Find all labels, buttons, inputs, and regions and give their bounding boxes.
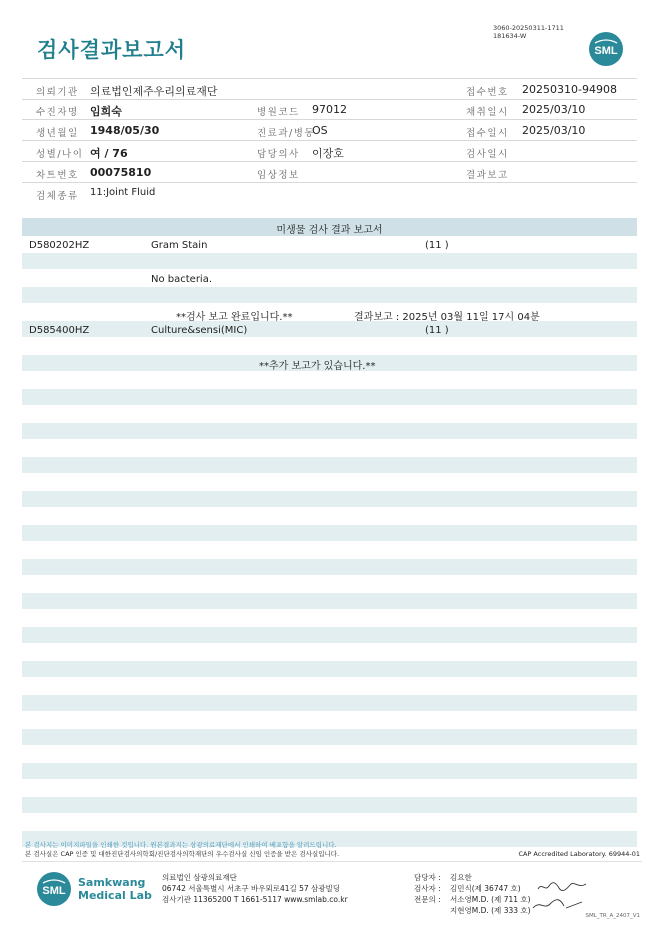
complete-message: **검사 보고 완료입니다.** — [176, 312, 293, 323]
info-row-birth — [22, 120, 637, 141]
document-id-line2: 181634-W — [493, 31, 527, 40]
name-label: 수진자명 — [36, 107, 79, 118]
tester-name: 김민식(제 36747 호) — [450, 884, 521, 893]
dept-value: OS — [312, 124, 328, 137]
birth-value: 1948/05/30 — [90, 124, 160, 137]
row-stripe — [22, 491, 637, 507]
footer-staff-values — [450, 872, 531, 916]
footer-org-info — [162, 872, 348, 905]
report-time: 결과보고 : 2025년 03월 11일 17시 04분 — [354, 312, 540, 323]
row-stripe — [22, 763, 637, 779]
row-stripe — [22, 457, 637, 473]
doctor-label: 담당의사 — [257, 149, 300, 160]
row-stripe — [22, 729, 637, 745]
hospital-code-label: 병원코드 — [257, 107, 300, 118]
receipt-date-value: 2025/03/10 — [522, 124, 586, 137]
chart-no-value: 00075810 — [90, 166, 152, 179]
chart-no-label: 차트번호 — [36, 170, 79, 181]
tester-label: 검사자 : — [414, 884, 441, 893]
row-stripe — [22, 389, 637, 405]
sml-footer-logo — [36, 871, 72, 907]
receipt-date-label: 접수일시 — [466, 128, 509, 139]
org-name: 의료법인 삼광의료재단 — [162, 873, 237, 882]
collection-date-value: 2025/03/10 — [522, 103, 586, 116]
row-stripe — [22, 559, 637, 575]
row-stripe — [22, 593, 637, 609]
test1-name: Gram Stain — [151, 240, 208, 251]
test2-name: Culture&sensi(MIC) — [151, 325, 248, 336]
test2-count: (11 ) — [425, 325, 449, 336]
sml-logo — [588, 31, 624, 67]
test2-code: D585400HZ — [29, 325, 90, 336]
specimen-label: 검체종류 — [36, 191, 79, 202]
hospital-code-value: 97012 — [312, 103, 347, 116]
row-stripe — [22, 321, 637, 337]
footer-staff-labels — [414, 872, 441, 905]
org-address: 06742 서울특별시 서초구 바우뫼로41길 57 삼광빌딩 — [162, 884, 341, 893]
specialist-signature — [530, 896, 585, 914]
result-section-title: 미생물 검사 결과 보고서 — [276, 225, 383, 236]
info-row-chart-no — [22, 162, 637, 183]
staff-label: 담당자 : — [414, 873, 441, 882]
sex-age-label: 성별/나이 — [36, 149, 84, 160]
tester-signature — [536, 880, 588, 894]
dept-label: 진료과/병동 — [257, 128, 316, 139]
sml-logo-text: SML — [594, 45, 618, 57]
info-row-specimen — [22, 183, 637, 203]
birth-label: 생년월일 — [36, 128, 79, 139]
doctor-value: 이장호 — [312, 147, 344, 160]
row-stripe — [22, 695, 637, 711]
org-contact: 검사기관 11365200 T 1661-5117 www.smlab.co.kr — [162, 895, 348, 904]
cap-accreditation: CAP Accredited Laboratory. 69944-01 — [518, 850, 640, 858]
row-stripe — [22, 525, 637, 541]
specialist1-name: 서소영M.D. (제 711 호) — [450, 895, 531, 904]
clinical-info-label: 임상정보 — [257, 170, 300, 181]
footer-divider — [22, 861, 642, 862]
result-report-label: 결과보고 — [466, 170, 509, 181]
staff-name: 김요한 — [450, 873, 472, 882]
info-row-name — [22, 99, 637, 120]
brand-name — [78, 876, 152, 902]
info-row-sex-age — [22, 141, 637, 162]
row-stripe — [22, 423, 637, 439]
specialist2-name: 지현영M.D. (제 333 호) — [450, 906, 531, 915]
sex-age-value: 여 / 76 — [90, 147, 128, 160]
notice-image-print: 본 검사지는 이미지파일을 인쇄한 것입니다. 원본결과지는 삼광의료재단에서 인쇄하여 배포함을 알려드립니다. — [25, 841, 337, 849]
test1-result: No bacteria. — [151, 274, 213, 285]
row-stripe — [22, 253, 637, 269]
receipt-no-label: 접수번호 — [466, 87, 509, 98]
brand-line1: Samkwang — [78, 876, 146, 889]
request-org-value: 의료법인제주우리의료재단 — [90, 85, 218, 98]
sml-footer-logo-text: SML — [42, 885, 66, 897]
row-stripe — [22, 627, 637, 643]
receipt-no-value: 20250310-94908 — [522, 83, 617, 96]
additional-report-message: **추가 보고가 있습니다.** — [259, 361, 376, 372]
test-date-label: 검사일시 — [466, 149, 509, 160]
brand-line2: Medical Lab — [78, 889, 152, 902]
info-row-request-org — [22, 78, 637, 100]
row-stripe — [22, 797, 637, 813]
test1-code: D580202HZ — [29, 240, 90, 251]
notice-certification: 본 검사실은 CAP 인증 및 대한진단검사의학회/진단검사의학재단의 우수검사실 신임 인증을 받은 검사실입니다. — [25, 850, 340, 858]
name-value: 임희숙 — [90, 105, 122, 118]
row-stripe — [22, 287, 637, 303]
document-id-line1: 3060-20250311-1711 — [493, 24, 564, 32]
specimen-value: 11:Joint Fluid — [90, 187, 156, 198]
page-title: 검사결과보고서 — [37, 38, 187, 62]
result-section-header — [22, 218, 637, 236]
form-number: SML_TR_A_2407_V1 — [585, 913, 640, 919]
request-org-label: 의뢰기관 — [36, 87, 79, 98]
test1-count: (11 ) — [425, 240, 449, 251]
document-id — [493, 25, 564, 40]
specialist-label: 전문의 : — [414, 895, 441, 904]
collection-date-label: 채취일시 — [466, 107, 509, 118]
row-stripe — [22, 661, 637, 677]
